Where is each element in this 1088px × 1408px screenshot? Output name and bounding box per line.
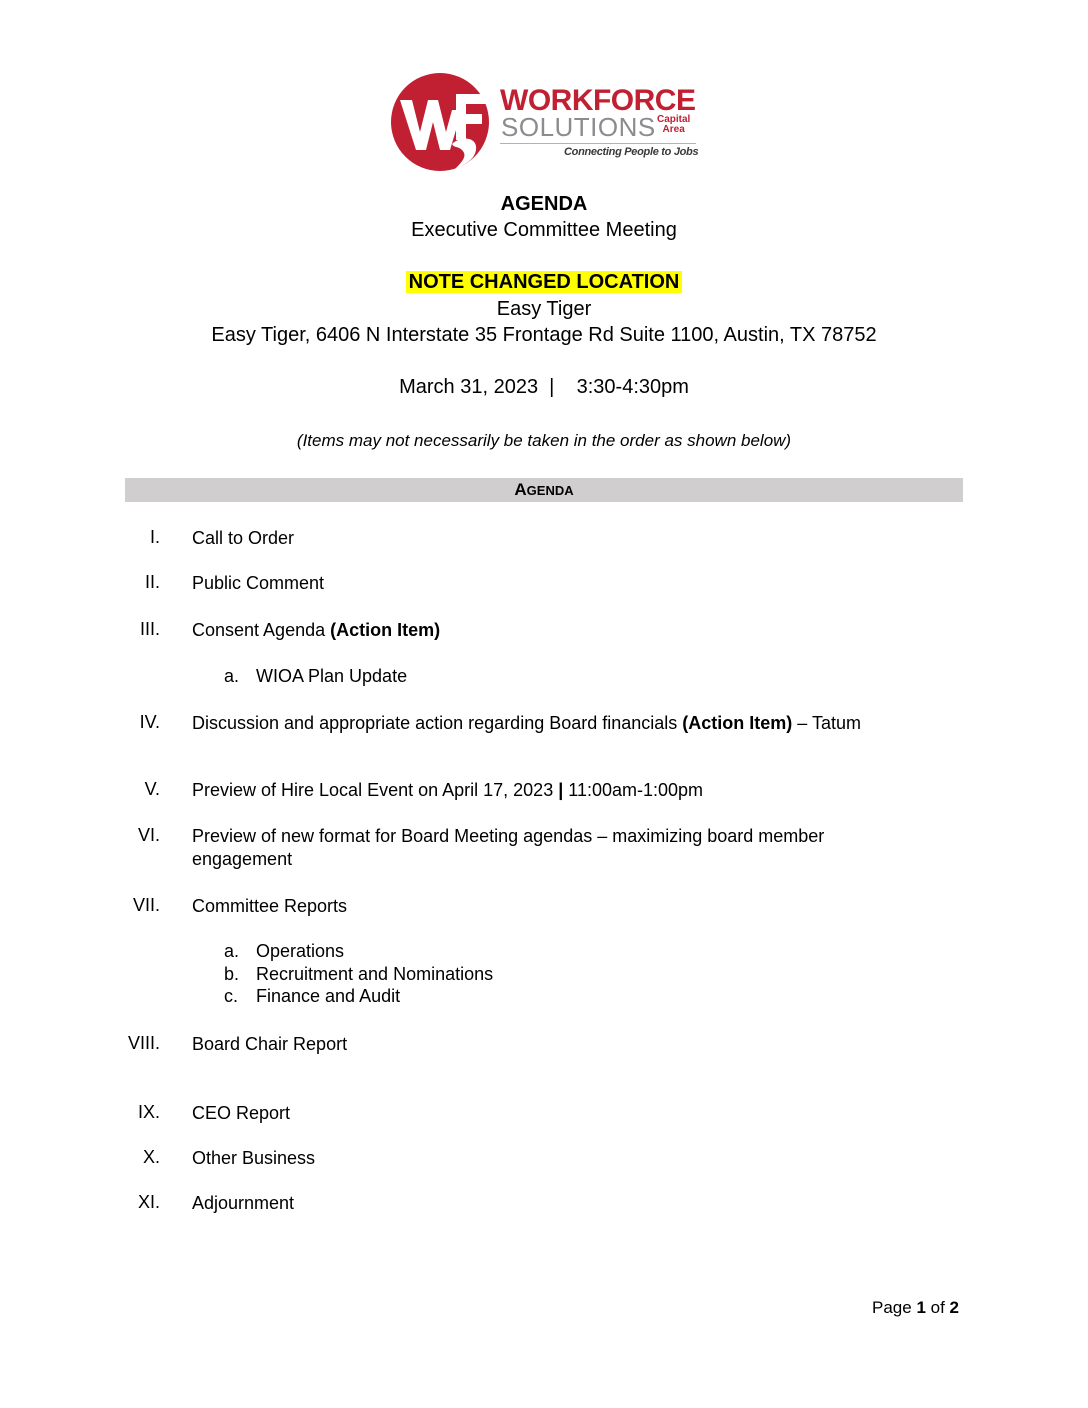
item-number: I.	[149, 527, 160, 547]
subitem-number: b.	[224, 964, 240, 984]
item-text: Discussion and appropriate action regarding Board financials	[192, 713, 683, 733]
item-presenter: – Tatum	[792, 713, 862, 733]
page-of: of	[925, 1298, 950, 1317]
item-time: 11:00am-1:00pm	[563, 780, 704, 800]
agenda-section-header	[125, 478, 963, 502]
subitem-operations: Operations	[256, 941, 345, 961]
item-number: VIII.	[127, 1033, 160, 1053]
agenda-item-committee-reports: Committee Reports	[192, 896, 348, 916]
item-number: X.	[142, 1147, 160, 1167]
page-current: 1	[916, 1298, 926, 1317]
meeting-datetime: March 31, 2023 | 3:30-4:30pm	[399, 376, 689, 398]
agenda-item-other-business: Other Business	[192, 1148, 316, 1168]
logo-region-line1: Capital	[657, 114, 691, 125]
action-item-label: (Action Item)	[330, 620, 441, 640]
action-item-label: (Action Item)	[682, 713, 793, 733]
item-number: VII.	[132, 895, 160, 915]
page-total: 2	[949, 1298, 959, 1317]
section-first-letter: A	[514, 480, 527, 499]
document-title: AGENDA	[500, 193, 588, 215]
item-number: IV.	[139, 712, 160, 732]
venue-address: Easy Tiger, 6406 N Interstate 35 Frontage Rd Suite 1100, Austin, TX 78752	[211, 324, 877, 346]
item-number: XI.	[137, 1192, 160, 1212]
item-number: V.	[144, 779, 160, 799]
logo-region-line2: Area	[662, 124, 685, 135]
agenda-item-board-financials	[192, 712, 952, 735]
subitem-number: a.	[224, 666, 240, 686]
agenda-item-public-comment: Public Comment	[192, 573, 325, 593]
item-text: Preview of Hire Local Event on April 17, 2023	[192, 780, 559, 800]
workforce-solutions-logo	[390, 70, 710, 180]
agenda-item-board-chair-report: Board Chair Report	[192, 1034, 348, 1054]
logo-divider	[500, 143, 696, 144]
item-number: III.	[139, 619, 160, 639]
separator: |	[558, 780, 564, 800]
venue-name: Easy Tiger	[496, 298, 592, 320]
logo-region	[657, 115, 690, 135]
highlighted-note: NOTE CHANGED LOCATION	[406, 271, 683, 293]
item-text: Consent Agenda	[192, 620, 331, 640]
section-rest: GENDA	[526, 483, 574, 498]
agenda-item-adjournment: Adjournment	[192, 1193, 295, 1213]
order-disclaimer: (Items may not necessarily be taken in the order as shown below)	[296, 431, 792, 450]
wf-emblem-icon	[390, 70, 500, 180]
page-label: Page	[872, 1298, 917, 1317]
subitem-number: a.	[224, 941, 240, 961]
logo-workforce-text: WORKFORCE	[500, 84, 696, 117]
agenda-item-new-format: Preview of new format for Board Meeting agendas – maximizing board member engagement	[192, 826, 825, 869]
agenda-item-hire-local	[192, 779, 952, 802]
subitem-recruitment: Recruitment and Nominations	[256, 964, 494, 984]
logo-solutions-text: SOLUTIONS	[501, 112, 656, 142]
item-number: IX.	[137, 1102, 160, 1122]
subitem-number: c.	[224, 986, 239, 1006]
meeting-name: Executive Committee Meeting	[411, 219, 677, 241]
subitem-finance: Finance and Audit	[256, 986, 401, 1006]
subitem-wioa-plan: WIOA Plan Update	[256, 666, 408, 686]
logo-tagline: Connecting People to Jobs	[564, 146, 699, 158]
item-number: II.	[144, 572, 160, 592]
item-number: VI.	[137, 825, 160, 845]
agenda-item-ceo-report: CEO Report	[192, 1103, 291, 1123]
agenda-item-call-to-order: Call to Order	[192, 528, 295, 548]
location-change-note	[0, 271, 1088, 294]
page-number	[872, 1298, 959, 1318]
agenda-item-consent-agenda	[192, 619, 952, 642]
